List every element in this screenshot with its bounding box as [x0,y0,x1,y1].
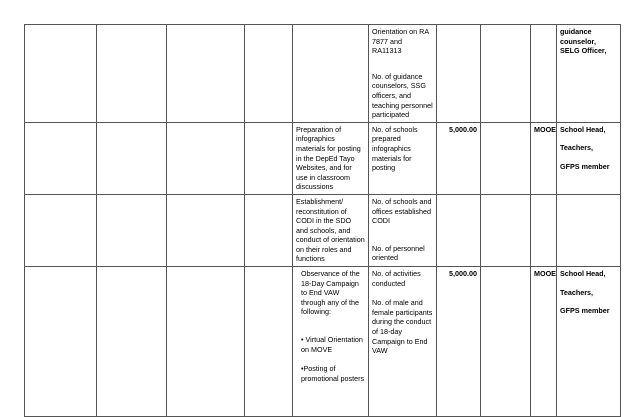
persons-cell [557,25,621,123]
amount-cell [437,194,481,266]
cell-empty [167,25,245,123]
table-row [25,25,621,123]
activity-cell [293,267,369,417]
persons-text: School Head, [560,124,606,134]
persons-cell [557,267,621,417]
indicator-text: No. of schools and offices established CODI [372,196,432,226]
indicator-text: No. of activities conducted [372,269,421,288]
persons-text: Teachers, [560,143,594,153]
cell-empty [481,194,531,266]
indicator-text: No. of guidance counselors, SSG officers, and teaching personnel participated [372,71,433,120]
source-cell: MOOE [531,267,557,417]
cell-empty [245,267,293,417]
amount-cell: 5,000.00 [437,267,481,417]
cell-empty [97,194,167,266]
persons-text: GFPS member [560,306,610,316]
persons-text: SELG Officer, [560,46,607,56]
indicator-text: No. of male and female participants during the conduct of 18-day Campaign to End VAW [372,298,433,356]
cell-empty [25,25,97,123]
cell-empty [97,267,167,417]
cell-empty [481,25,531,123]
activity-text: •Posting of promotional posters [301,364,365,383]
indicator-text: No. of personnel oriented [372,243,425,263]
indicator-text: Orientation on RA 7877 and RA11313 [372,27,429,56]
activity-cell [293,194,369,266]
table-row [25,267,621,417]
indicator-cell [369,194,437,266]
amount-cell [437,25,481,123]
cell-empty [245,25,293,123]
activity-text: Establishment/ reconstitution of CODI in the SDO and schools, and conduct of orientation on their roles and functions [296,196,365,264]
table-row [25,122,621,194]
activity-text: Preparation of infographics materials for posting in the DepEd Tayo Websites, and for use in classroom discussions [296,124,361,192]
persons-text: School Head, [560,269,606,279]
persons-text: Teachers, [560,287,594,297]
indicator-text: No. of schools prepared infographics materials for posting [372,124,418,173]
source-cell [531,25,557,123]
activity-text: • Virtual Orientation on MOVE [301,335,363,354]
indicator-cell [369,267,437,417]
indicator-cell [369,122,437,194]
cell-empty [245,194,293,266]
persons-text: guidance counselor, [560,27,596,46]
plan-table [24,24,621,417]
indicator-cell [369,25,437,123]
cell-empty [481,267,531,417]
cell-empty [25,122,97,194]
cell-empty [167,194,245,266]
activity-cell [293,25,369,123]
cell-empty [97,122,167,194]
activity-text: Observance of the 18-Day Campaign to End VAW through any of the following: [301,269,360,317]
cell-empty [97,25,167,123]
cell-empty [245,122,293,194]
persons-cell [557,122,621,194]
source-cell [531,194,557,266]
cell-empty [167,267,245,417]
source-cell: MOOE [531,122,557,194]
cell-empty [481,122,531,194]
activity-cell [293,122,369,194]
persons-cell [557,194,621,266]
persons-text: GFPS member [560,161,610,171]
cell-empty [25,267,97,417]
cell-empty [167,122,245,194]
cell-empty [25,194,97,266]
amount-cell: 5,000.00 [437,122,481,194]
table-row [25,194,621,266]
